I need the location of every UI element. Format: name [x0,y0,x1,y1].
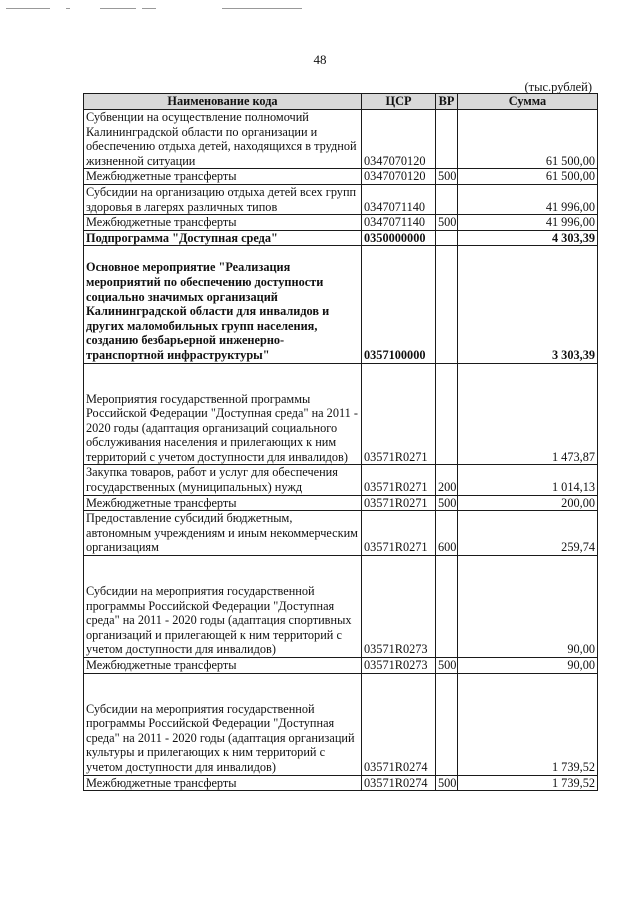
cell-name: Предоставление субсидий бюджетным, автономным учреждениям и иным некоммерческим организациям [84,511,362,556]
cell-csr: 0347071140 [362,184,436,214]
cell-vr [436,184,458,214]
cell-name: Основное мероприятие "Реализация мероприятий по обеспечению доступности социально значимых организаций Калининградской области для инвалидов и других маломобильных групп населения, созданию безбарьерной инженерно-транспортной инфраструктуры" [84,246,362,363]
table-row [84,673,598,775]
table-row [84,495,598,511]
cell-vr: 500 [436,495,458,511]
cell-csr: 03571R0271 [362,465,436,495]
cell-name: Подпрограмма "Доступная среда" [84,230,362,246]
cell-csr: 03571R0271 [362,495,436,511]
cell-name: Межбюджетные трансферты [84,775,362,791]
header-vr: ВР [436,94,458,110]
cell-name: Субсидии на организацию отдыха детей всех групп здоровья в лагерях различных типов [84,184,362,214]
cell-csr: 03571R0274 [362,775,436,791]
cell-vr: 200 [436,465,458,495]
header-name: Наименование кода [84,94,362,110]
cell-sum: 61 500,00 [458,110,598,169]
cell-csr: 03571R0273 [362,556,436,658]
table-row-subprogram [84,230,598,246]
cell-sum: 1 739,52 [458,673,598,775]
cell-csr: 0347070120 [362,169,436,185]
cell-vr: 500 [436,658,458,674]
cell-sum: 41 996,00 [458,184,598,214]
cell-vr [436,673,458,775]
table-row [84,511,598,556]
cell-name: Субсидии на мероприятия государственной программы Российской Федерации "Доступная среда" на 2011 - 2020 годы (адаптация организаций культуры и прилегающих к ним территорий с учетом доступности для инвалидов) [84,673,362,775]
cell-vr: 500 [436,775,458,791]
cell-name: Мероприятия государственной программы Российской Федерации "Доступная среда" на 2011 - 2020 годы (адаптация организаций социального обслуживания населения и прилегающих к ним территорий с учетом доступности для инвалидов) [84,363,362,465]
table-row-main-activity [84,246,598,363]
cell-vr: 500 [436,169,458,185]
table-header-row [84,94,598,110]
page-number: 48 [313,52,327,67]
cell-csr: 0347070120 [362,110,436,169]
cell-vr: 600 [436,511,458,556]
cell-csr: 03571R0274 [362,673,436,775]
cell-sum: 90,00 [458,658,598,674]
cell-sum: 1 473,87 [458,363,598,465]
cell-name: Межбюджетные трансферты [84,215,362,231]
cell-sum: 200,00 [458,495,598,511]
budget-table [83,93,598,791]
cell-sum: 4 303,39 [458,230,598,246]
cell-csr: 0347071140 [362,215,436,231]
table-row [84,110,598,169]
table-row [84,658,598,674]
cell-name: Межбюджетные трансферты [84,658,362,674]
table-row [84,775,598,791]
cell-csr: 03571R0271 [362,511,436,556]
cell-name: Субвенции на осуществление полномочий Калининградской области по организации и обеспечению отдыха детей, находящихся в трудной жизненной ситуации [84,110,362,169]
cell-sum: 3 303,39 [458,246,598,363]
table-row [84,465,598,495]
table-row [84,184,598,214]
cell-sum: 259,74 [458,511,598,556]
cell-vr [436,230,458,246]
cell-vr [436,363,458,465]
header-sum: Сумма [458,94,598,110]
cell-name: Межбюджетные трансферты [84,495,362,511]
table-row [84,363,598,465]
table-row [84,169,598,185]
table-row [84,215,598,231]
cell-vr [436,556,458,658]
cell-csr: 03571R0271 [362,363,436,465]
cell-vr [436,246,458,363]
table-row [84,556,598,658]
cell-sum: 90,00 [458,556,598,658]
cell-name: Закупка товаров, работ и услуг для обеспечения государственных (муниципальных) нужд [84,465,362,495]
units-note: (тыс.рублей) [524,80,592,94]
cell-sum: 41 996,00 [458,215,598,231]
cell-vr: 500 [436,215,458,231]
cell-csr: 03571R0273 [362,658,436,674]
cell-csr: 0357100000 [362,246,436,363]
cell-vr [436,110,458,169]
cell-sum: 1 739,52 [458,775,598,791]
cell-csr: 0350000000 [362,230,436,246]
cell-name: Межбюджетные трансферты [84,169,362,185]
scan-artifact-lines [0,8,330,12]
cell-sum: 1 014,13 [458,465,598,495]
cell-name: Субсидии на мероприятия государственной программы Российской Федерации "Доступная среда" на 2011 - 2020 годы (адаптация спортивных организаций и прилегающей к ним территорий с учетом доступности для инвалидов) [84,556,362,658]
header-csr: ЦСР [362,94,436,110]
cell-sum: 61 500,00 [458,169,598,185]
